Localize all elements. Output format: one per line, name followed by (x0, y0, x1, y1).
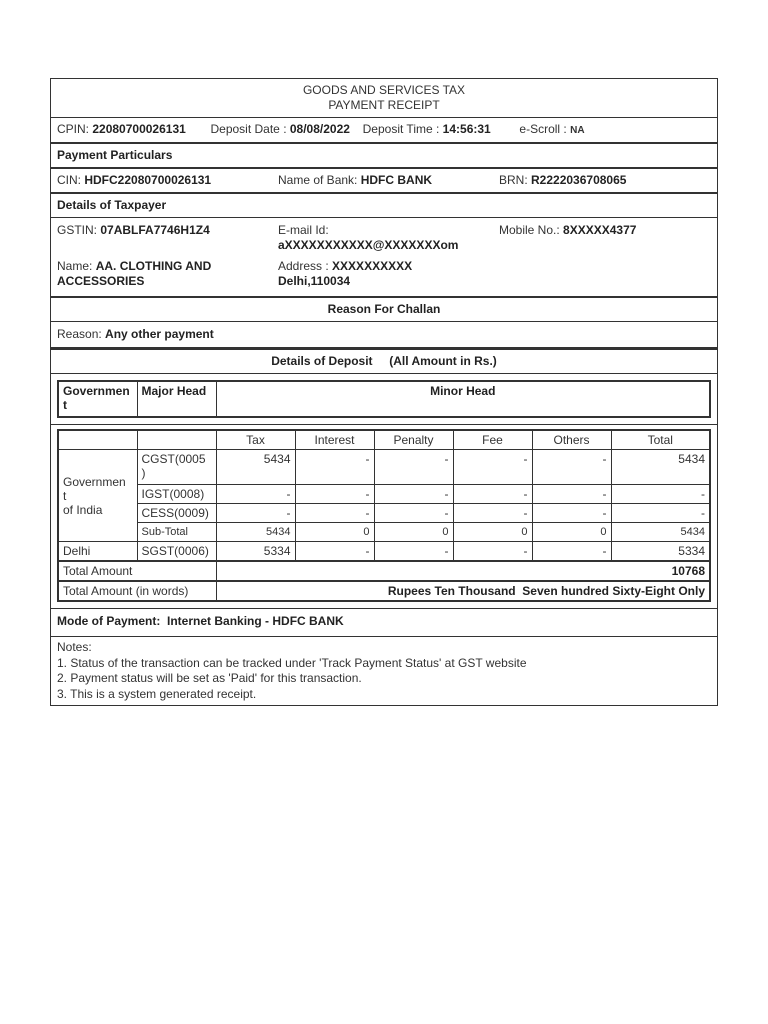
notes-heading: Notes: (57, 640, 92, 654)
cgst-others: - (532, 450, 611, 485)
header-fee: Fee (453, 430, 532, 450)
cin-value: HDFC22080700026131 (84, 173, 212, 187)
reason-value: Any other payment (105, 327, 214, 341)
deposit-date-label: Deposit Date : (210, 122, 287, 136)
total-words-value (216, 581, 710, 601)
igst-head: IGST(0008) (137, 485, 216, 504)
table-row (58, 542, 710, 562)
cgst-head: CGST(0005 ) (137, 450, 216, 485)
cgst-total: 5434 (611, 450, 710, 485)
col-minor-head-label: Minor Head (430, 384, 496, 398)
igst-penalty: - (374, 485, 453, 504)
igst-tax: - (216, 485, 295, 504)
col-government-label: Governmen t (63, 384, 130, 412)
cgst-fee: - (453, 450, 532, 485)
igst-others: - (532, 485, 611, 504)
header-others: Others (532, 430, 611, 450)
taxpayer-heading (51, 194, 717, 218)
gov-india-line1: Governmen (63, 474, 126, 489)
igst-interest: - (295, 485, 374, 504)
address-line1: XXXXXXXXXX (332, 259, 413, 273)
total-words-row (58, 581, 710, 601)
reason-label: Reason: (57, 327, 102, 341)
deposit-table (57, 429, 711, 602)
col-government (58, 381, 137, 417)
subtotal-others: 0 (532, 523, 611, 542)
total-words-label: Total Amount (in words) (58, 581, 216, 601)
cpin-label: CPIN: (57, 122, 90, 136)
brn-value: R2222036708065 (531, 173, 627, 187)
payment-particulars-title: Payment Particulars (57, 148, 173, 162)
table-row (58, 485, 710, 504)
total-amount-number: 10768 (671, 564, 705, 578)
taxpayer-title: Details of Taxpayer (57, 198, 167, 212)
bank-value: HDFC BANK (360, 173, 433, 187)
subtotal-tax: 5434 (216, 523, 295, 542)
col-major-head (137, 381, 216, 417)
email-label: E-mail Id: (278, 223, 329, 237)
address-label: Address : (278, 259, 329, 273)
mode-of-payment-label: Mode of Payment: (57, 614, 161, 628)
col-minor-head (216, 381, 710, 417)
cpin-row (51, 118, 717, 144)
table-row (58, 504, 710, 523)
gov-india-line2: t (63, 488, 67, 503)
cess-head: CESS(0009) (137, 504, 216, 523)
header-interest: Interest (295, 430, 374, 450)
igst-fee: - (453, 485, 532, 504)
payment-particulars-heading (51, 144, 717, 169)
note-item: 3. This is a system generated receipt. (57, 686, 257, 701)
mode-of-payment-value: Internet Banking - HDFC BANK (167, 614, 344, 628)
cess-penalty: - (374, 504, 453, 523)
deposit-heading (51, 350, 717, 374)
address-line2: Delhi,110034 (278, 274, 351, 288)
payment-receipt (50, 78, 718, 706)
blank-header-1 (58, 430, 137, 450)
sgst-penalty: - (374, 542, 453, 562)
sgst-interest: - (295, 542, 374, 562)
deposit-time-value: 14:56:31 (442, 122, 491, 136)
receipt-header (51, 79, 717, 118)
cgst-interest: - (295, 450, 374, 485)
sgst-tax: 5334 (216, 542, 295, 562)
deposit-header-wrap (51, 374, 717, 425)
cgst-tax: 5434 (216, 450, 295, 485)
deposit-date-value: 08/08/2022 (289, 122, 350, 136)
escroll-value: NA (570, 125, 585, 136)
total-amount-row (58, 561, 710, 581)
blank-header-2 (137, 430, 216, 450)
receipt-subtitle: PAYMENT RECEIPT (328, 98, 440, 112)
subtotal-head: Sub-Total (137, 523, 216, 542)
header-penalty: Penalty (374, 430, 453, 450)
gstin-value: 07ABLFA7746H1Z4 (100, 223, 210, 237)
gov-india-cell (58, 450, 137, 542)
escroll-label: e-Scroll : (519, 122, 567, 136)
deposit-time-label: Deposit Time : (362, 122, 440, 136)
sgst-fee: - (453, 542, 532, 562)
cess-others: - (532, 504, 611, 523)
header-total: Total (611, 430, 710, 450)
challan-reason-row (51, 322, 717, 350)
subtotal-penalty: 0 (374, 523, 453, 542)
gov-india-line3: of India (63, 502, 103, 517)
receipt-title: GOODS AND SERVICES TAX (302, 83, 466, 97)
sgst-others: - (532, 542, 611, 562)
name-value-line1: AA. CLOTHING AND (95, 259, 212, 273)
note-item: 1. Status of the transaction can be tracked under 'Track Payment Status' at GST website (57, 655, 527, 670)
gstin-label: GSTIN: (57, 223, 98, 237)
challan-title: Reason For Challan (327, 302, 441, 316)
col-major-head-label: Major Head (141, 384, 207, 398)
payment-particulars-row (51, 169, 717, 194)
cpin-value: 22080700026131 (92, 122, 186, 136)
total-amount-label: Total Amount (58, 561, 216, 581)
mobile-label: Mobile No.: (499, 223, 560, 237)
mode-of-payment-row (51, 609, 717, 637)
taxpayer-details (51, 218, 717, 298)
header-tax: Tax (216, 430, 295, 450)
deposit-column-headers (58, 430, 710, 450)
table-row (58, 450, 710, 485)
deposit-title: Details of Deposit (271, 354, 373, 368)
deposit-title-note: (All Amount in Rs.) (389, 354, 497, 368)
delhi-cell: Delhi (58, 542, 137, 562)
cess-fee: - (453, 504, 532, 523)
bank-label: Name of Bank: (278, 173, 358, 187)
cess-tax: - (216, 504, 295, 523)
cess-interest: - (295, 504, 374, 523)
subtotal-fee: 0 (453, 523, 532, 542)
cin-label: CIN: (57, 173, 81, 187)
subtotal-interest: 0 (295, 523, 374, 542)
mobile-value: 8XXXXX4377 (563, 223, 637, 237)
subtotal-total: 5434 (611, 523, 710, 542)
name-label: Name: (57, 259, 93, 273)
name-value-line2: ACCESSORIES (57, 274, 145, 288)
brn-label: BRN: (499, 173, 528, 187)
total-words-text: Rupees Ten Thousand Seven hundred Sixty-Eight Only (387, 584, 705, 598)
sgst-total: 5334 (611, 542, 710, 562)
sgst-head: SGST(0006) (137, 542, 216, 562)
cess-total: - (611, 504, 710, 523)
total-amount-value (216, 561, 710, 581)
challan-heading (51, 298, 717, 322)
cgst-penalty: - (374, 450, 453, 485)
deposit-header-table (57, 380, 711, 418)
deposit-table-wrap (51, 425, 717, 609)
igst-total: - (611, 485, 710, 504)
note-item: 2. Payment status will be set as 'Paid' for this transaction. (57, 671, 362, 685)
table-row (58, 523, 710, 542)
email-value: aXXXXXXXXXXX@XXXXXXXom (278, 238, 459, 252)
notes-section (51, 637, 717, 705)
